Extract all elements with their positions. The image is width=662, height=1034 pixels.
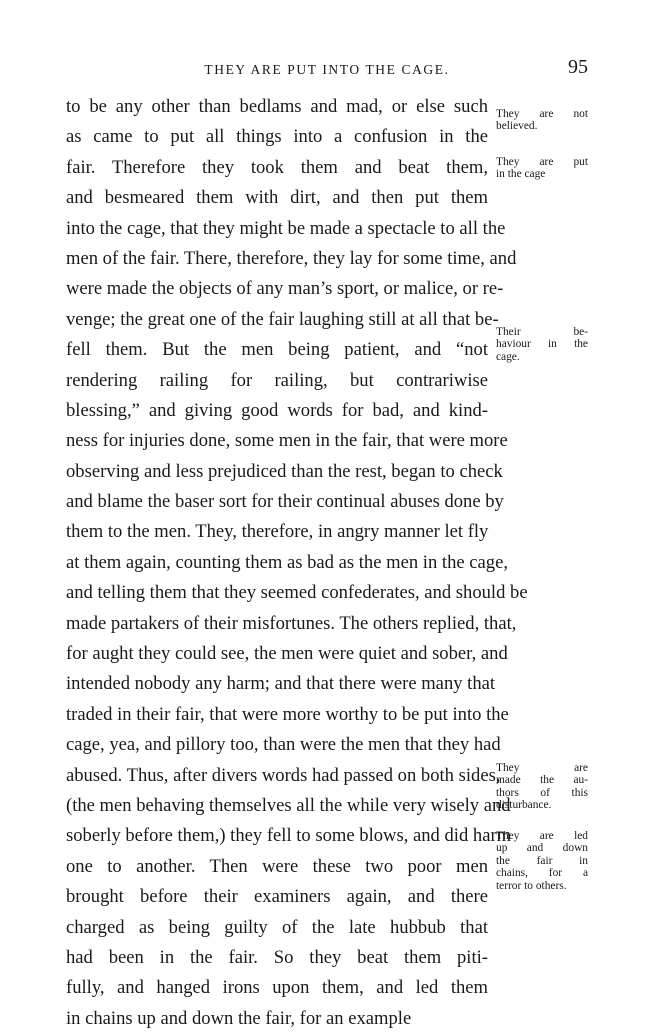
text-line: to be any other than bedlams and mad, or else such: [66, 96, 488, 117]
text-line: as came to put all things into a confusion in the: [66, 126, 488, 148]
text-line: intended nobody any harm; and that there were many that: [66, 673, 496, 695]
text-line: rendering railing for railing, but contrariwise: [66, 369, 488, 391]
text-line: fell them. But the men being patient, and “not: [66, 339, 488, 361]
side-note-line: made the au-: [496, 774, 588, 787]
side-note: [496, 326, 588, 363]
side-note-line: chains, for a: [496, 867, 588, 880]
text-line: soberly before them,) they fell to some blows, and did harm: [66, 825, 512, 847]
text-line: were made the objects of any man’s sport, or malice, or re-: [66, 278, 504, 300]
side-note-line: They are: [496, 762, 588, 774]
text-line: abused. Thus, after divers words had passed on both sides,: [66, 764, 501, 786]
text-line: had been in the fair. So they beat them piti-: [66, 946, 488, 968]
text-line: cage, yea, and pillory too, than were the men that they had: [66, 734, 501, 756]
text-line: brought before their examiners again, and there: [66, 886, 488, 908]
side-note-line: cage.: [496, 350, 520, 363]
text-line: fair. Therefore they took them and beat them,: [66, 156, 488, 178]
text-line: and telling them that they seemed confederates, and should be: [66, 582, 528, 604]
text-line: ness for injuries done, some men in the fair, that were more: [66, 430, 508, 452]
side-note-line: up and down: [496, 842, 588, 855]
text-line: for aught they could see, the men were quiet and sober, and: [66, 643, 508, 665]
text-line: them to the men. They, therefore, in angry manner let fly: [66, 521, 489, 543]
side-note-line: haviour in the: [496, 338, 588, 351]
side-note: [496, 762, 588, 812]
text-line: charged as being guilty of the late hubbub that: [66, 916, 488, 938]
side-note-line: in the cage: [496, 168, 546, 181]
side-note: [496, 108, 588, 133]
running-head: [66, 56, 588, 82]
side-note-line: terror to others.: [496, 879, 567, 892]
side-note: [496, 156, 588, 181]
side-note-line: Their be-: [496, 326, 588, 338]
side-note-line: They are put: [496, 156, 588, 168]
side-note-line: the fair in: [496, 854, 588, 867]
text-line: and besmeared them with dirt, and then put them: [66, 187, 488, 209]
side-note-line: believed.: [496, 120, 538, 133]
page-number: 95: [568, 56, 588, 78]
side-note-line: They are led: [496, 830, 588, 842]
text-line: one to another. Then were these two poor men: [66, 855, 488, 877]
text-line: traded in their fair, that were more worthy to be put into the: [66, 703, 509, 725]
text-line: venge; the great one of the fair laughing still at all that be-: [66, 308, 499, 330]
text-line: in chains up and down the fair, for an example: [66, 1007, 412, 1029]
text-line: observing and less prejudiced than the rest, began to check: [66, 460, 503, 482]
text-line: at them again, counting them as bad as the men in the cage,: [66, 551, 508, 573]
side-note-line: disturbance.: [496, 799, 552, 812]
text-line: and blame the baser sort for their continual abuses done by: [66, 491, 504, 513]
side-note-line: They are not: [496, 108, 588, 120]
text-line: made partakers of their misfortunes. The others replied, that,: [66, 612, 517, 634]
side-note-line: thors of this: [496, 786, 588, 799]
side-note: [496, 830, 588, 892]
text-line: fully, and hanged irons upon them, and led them: [66, 977, 488, 999]
running-title: THEY ARE PUT INTO THE CAGE.: [204, 62, 450, 77]
text-line: men of the fair. There, therefore, they lay for some time, and: [66, 247, 517, 269]
text-line: (the men behaving themselves all the while very wisely and: [66, 794, 511, 816]
text-line: blessing,” and giving good words for bad, and kind-: [66, 399, 488, 421]
text-line: into the cage, that they might be made a spectacle to all the: [66, 217, 506, 239]
